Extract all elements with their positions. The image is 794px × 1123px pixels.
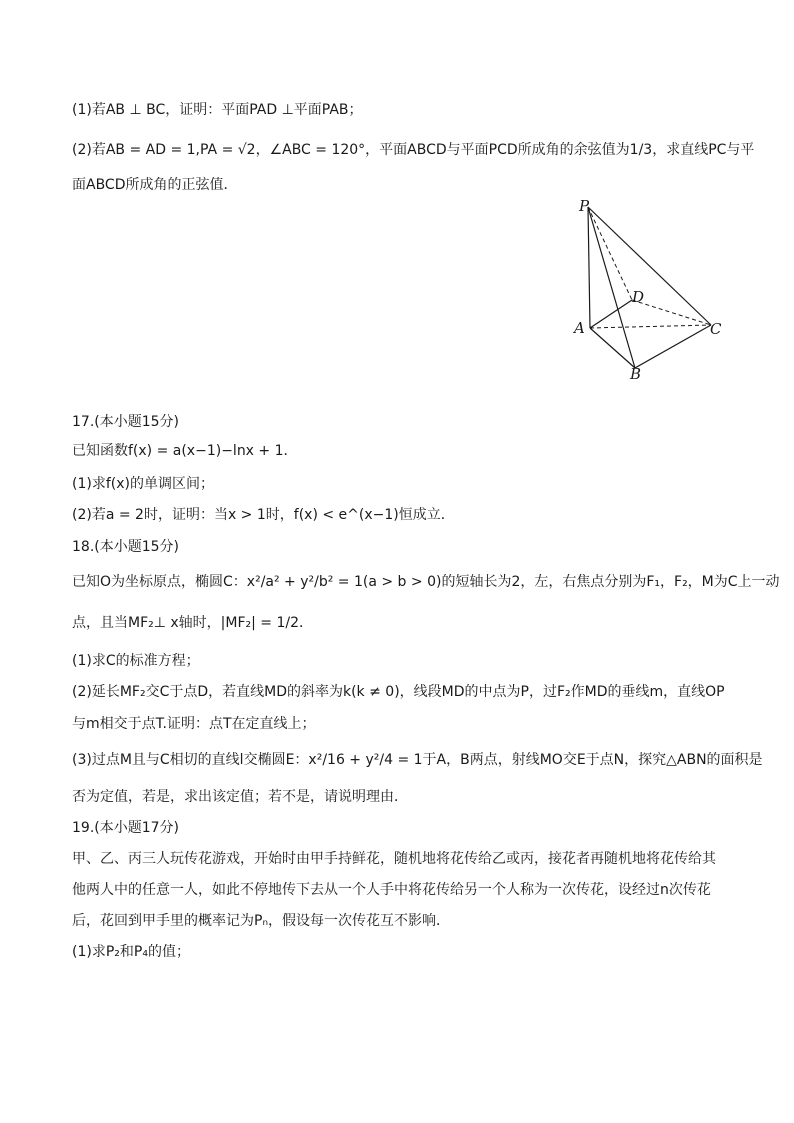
problem-18-part-3-line-1: (3)过点M且与C相切的直线l交椭圆E：x²/16 + y²/4 = 1于A，B两点，射线MO交E于点N，探究△ABN的面积是: [72, 752, 763, 768]
label-A: A: [574, 319, 585, 337]
problem-18-part-1: (1)求C的标准方程；: [72, 653, 200, 669]
problem-19-header: 19.(本小题17分): [72, 820, 180, 836]
label-B: B: [630, 365, 642, 383]
label-D: D: [632, 288, 645, 306]
problem-18-part-2-line-2: 与m相交于点T.证明：点T在定直线上；: [72, 716, 316, 732]
problem-19-part-1: (1)求P₂和P₄的值；: [72, 944, 190, 960]
problem-16-part-2-line-1: (2)若AB = AD = 1,PA = √2，∠ABC = 120°，平面ABCD与平面PCD所成角的余弦值为1/3，求直线PC与平: [72, 142, 755, 158]
problem-18-stem-line-1: 已知O为坐标原点，椭圆C：x²/a² + y²/b² = 1(a > b > 0)的短轴长为2，左，右焦点分别为F₁，F₂，M为C上一动: [72, 574, 780, 590]
label-C: C: [710, 320, 722, 338]
problem-19-stem-line-3: 后，花回到甲手里的概率记为Pₙ，假设每一次传花互不影响．: [72, 913, 451, 929]
problem-18-part-3-line-2: 否为定值，若是，求出该定值；若不是，请说明理由．: [72, 789, 408, 805]
problem-17-part-1: (1)求f(x)的单调区间；: [72, 476, 214, 492]
label-P: P: [579, 197, 590, 215]
problem-17-header: 17.(本小题15分): [72, 414, 180, 430]
problem-19-stem-line-1: 甲、乙、丙三人玩传花游戏，开始时由甲手持鲜花，随机地将花传给乙或丙，接花者再随机地将花传给其: [72, 851, 716, 867]
problem-16-part-2-line-2: 面ABCD所成角的正弦值．: [72, 177, 238, 193]
problem-18-header: 18.(本小题15分): [72, 539, 180, 555]
problem-17-part-2: (2)若a = 2时，证明：当x > 1时，f(x) < e^(x−1)恒成立．: [72, 507, 455, 523]
problem-16-part-1: (1)若AB ⊥ BC，证明：平面PAD ⊥平面PAB；: [72, 102, 363, 118]
problem-18-stem-line-2: 点，且当MF₂⊥ x轴时，|MF₂| = 1/2．: [72, 615, 314, 631]
problem-18-part-2-line-1: (2)延长MF₂交C于点D，若直线MD的斜率为k(k ≠ 0)，线段MD的中点为P，过F₂作MD的垂线m，直线OP: [72, 684, 725, 700]
problem-19-stem-line-2: 他两人中的任意一人，如此不停地传下去从一个人手中将花传给另一个人称为一次传花，设经过n次传花: [72, 882, 711, 898]
pyramid-figure: [570, 195, 730, 385]
problem-17-stem: 已知函数f(x) = a(x−1)−lnx + 1．: [72, 443, 298, 459]
